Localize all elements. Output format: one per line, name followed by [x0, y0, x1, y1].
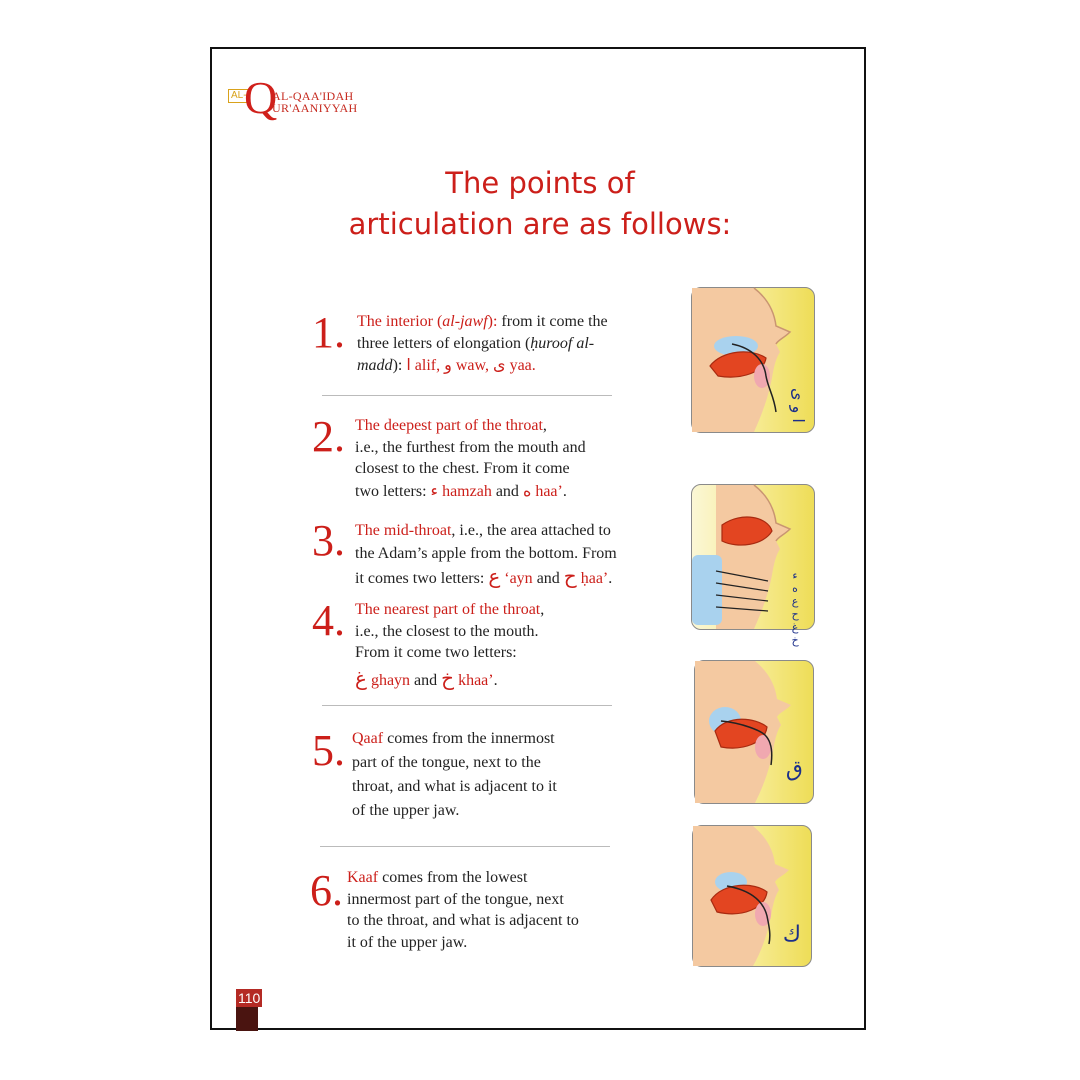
item-text-run: part of the tongue, next to the	[352, 754, 541, 771]
item-text-run: comes from the innermost	[383, 730, 555, 747]
item-text	[357, 311, 663, 377]
item-line	[355, 642, 655, 664]
item-line	[355, 542, 675, 565]
item-line	[347, 932, 627, 954]
item-number: 2.	[312, 412, 345, 461]
item-line	[355, 621, 655, 643]
logo-al: AL-	[228, 89, 250, 103]
item-text-run: and	[491, 482, 523, 500]
letter-name: hamzah	[438, 482, 492, 500]
item-text-run: .	[608, 570, 613, 587]
item-text-run: two letters:	[355, 482, 431, 500]
letter-name: ‘ayn	[500, 570, 533, 587]
item-text-run: it of the upper jaw.	[347, 933, 468, 951]
arabic-letter: ه	[522, 480, 532, 500]
item-text-run: from it come the	[497, 313, 608, 330]
arabic-letter: ح	[563, 564, 577, 588]
page-number: 110	[238, 990, 261, 1006]
page-corner-ornament	[236, 1007, 258, 1031]
picture-letters: ا و ى	[789, 388, 808, 423]
logo-line2: UR'AANIYYAH	[272, 101, 358, 115]
letter-name: haa’	[531, 482, 563, 500]
letter-name: ḥaa’	[576, 570, 609, 587]
picture-letters: ك	[782, 922, 801, 947]
item-line	[357, 354, 663, 377]
mouth-illustration-3	[694, 660, 814, 804]
item-text	[347, 867, 627, 953]
separator	[322, 705, 612, 706]
item-text-run: the Adam’s apple from the bottom. From	[355, 545, 617, 562]
picture-letters: ء ه ع ح غ خ	[791, 569, 799, 647]
item-text-run: and	[532, 570, 564, 587]
separator	[320, 846, 610, 847]
item-text-run: ,	[542, 417, 547, 434]
item-text-run: of the upper jaw.	[352, 802, 460, 819]
item-italic-run: madd	[357, 357, 393, 374]
mouth-illustration-1	[691, 287, 815, 433]
item-text-run: comes from the lowest	[378, 869, 528, 886]
item-text-run: closest to the chest. From it come	[355, 460, 570, 477]
item-line	[355, 665, 655, 692]
item-line	[347, 867, 627, 889]
item-line	[355, 458, 655, 480]
item-number: 3.	[312, 516, 345, 565]
item-line	[357, 333, 663, 355]
arabic-letter: ء	[430, 480, 439, 500]
item-highlight: The nearest part of the throat	[355, 601, 541, 618]
arabic-letter: خ	[441, 665, 455, 690]
item-number: 6.	[310, 866, 343, 915]
item-highlight: ):	[487, 313, 498, 330]
item-line	[357, 311, 663, 333]
letter-name: alif,	[410, 357, 445, 374]
item-line	[347, 889, 627, 911]
item-highlight-italic: al-jawf	[442, 313, 488, 330]
arabic-letter: ع	[488, 564, 501, 588]
item-text-run: i.e., the furthest from the mouth and	[355, 438, 586, 456]
item-italic-run: ḥuroof al-	[530, 334, 595, 352]
arabic-letter: ا	[406, 355, 411, 374]
item-number: 1.	[312, 308, 345, 357]
item-text-run: , i.e., the area attached to	[451, 522, 611, 539]
letter-name: ghayn	[366, 671, 411, 689]
book-logo	[228, 72, 358, 127]
arabic-letter: غ	[355, 665, 367, 690]
item-highlight: Qaaf	[352, 730, 384, 747]
item-line	[352, 751, 608, 775]
item-number: 4.	[312, 596, 345, 645]
item-text-run: .	[493, 671, 498, 689]
item-text	[355, 519, 675, 590]
item-text-run: From it come two letters:	[355, 644, 517, 661]
item-text-run: i.e., the closest to the mouth.	[355, 622, 539, 640]
item-line	[355, 480, 655, 503]
item-line	[355, 599, 655, 621]
item-line	[352, 799, 608, 823]
item-text-run: ,	[540, 601, 545, 618]
item-text-run: .	[562, 482, 567, 500]
item-line	[352, 727, 608, 751]
arabic-letter: و	[444, 355, 452, 374]
item-highlight: The mid-throat	[355, 522, 452, 539]
item-text-run: innermost part of the tongue, next	[347, 890, 564, 908]
item-line	[355, 565, 675, 590]
item-highlight: The interior (	[357, 313, 443, 330]
item-line	[347, 910, 627, 932]
logo-line1: AL-QAA'IDAH	[272, 89, 354, 103]
item-line	[352, 775, 608, 799]
arabic-letter: ى	[493, 355, 506, 374]
page-title-line1: The points of	[445, 166, 635, 200]
item-line	[355, 437, 655, 459]
item-text-run: throat, and what is adjacent to it	[352, 778, 557, 795]
item-highlight: The deepest part of the throat	[355, 417, 543, 434]
letter-name: yaa.	[505, 357, 536, 374]
page-title-line2: articulation are as follows:	[348, 207, 732, 241]
mouth-illustration-2	[691, 484, 815, 647]
logo-q: Q	[244, 72, 278, 123]
picture-letters: ق	[785, 757, 803, 782]
item-number: 5.	[312, 726, 345, 775]
item-text	[355, 415, 655, 502]
item-text-run: it comes two letters:	[355, 570, 489, 587]
separator	[322, 395, 612, 396]
letter-name: waw,	[451, 357, 494, 374]
item-text-run: three letters of elongation (	[357, 334, 531, 352]
item-text	[355, 599, 655, 691]
item-highlight: Kaaf	[347, 869, 379, 886]
mouth-illustration-4	[692, 825, 812, 967]
item-text-run: ):	[392, 357, 407, 374]
item-line	[355, 519, 675, 542]
item-line	[355, 415, 655, 437]
letter-name: khaa’	[454, 671, 494, 689]
item-text-run: and	[410, 671, 442, 689]
item-text	[352, 727, 608, 823]
item-text-run: to the throat, and what is adjacent to	[347, 912, 579, 929]
book-page	[210, 47, 866, 1030]
